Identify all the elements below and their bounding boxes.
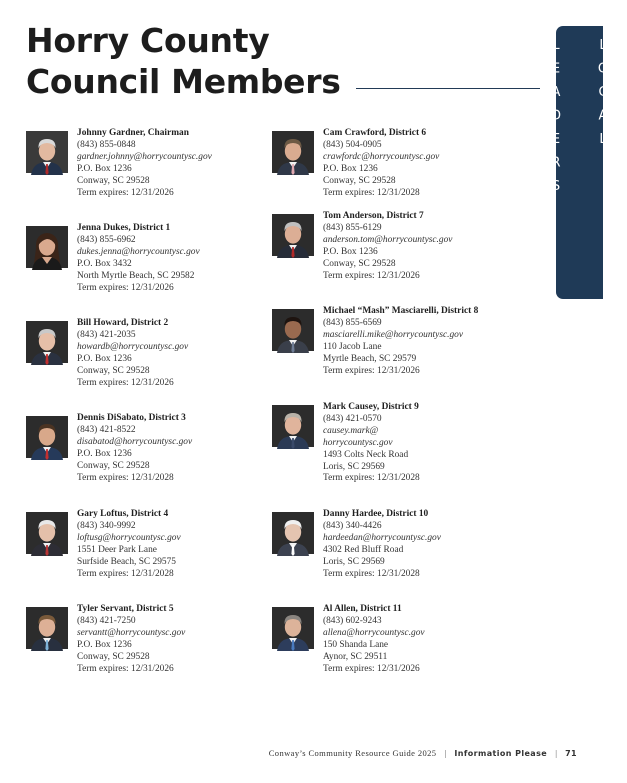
member-detail-line: P.O. Box 1236 [77, 353, 132, 364]
member-detail-line: P.O. Box 1236 [77, 163, 132, 174]
member-detail-line: Term expires: 12/31/2026 [323, 270, 420, 281]
member-detail-line: P.O. Box 3432 [77, 258, 132, 269]
member-info [77, 413, 277, 484]
member-name: Tom Anderson, District 7 [323, 211, 424, 221]
member-phone: (843) 340-4426 [323, 520, 382, 531]
member-name: Dennis DiSabato, District 3 [77, 413, 186, 423]
member-phone: (843) 421-0570 [323, 413, 382, 424]
member-info [77, 509, 277, 580]
page-title-line-2: Council Members [26, 62, 341, 101]
member-photo [272, 405, 314, 447]
person-portrait-icon [272, 131, 314, 173]
member-info [77, 128, 277, 199]
page-title [26, 20, 341, 102]
person-portrait-icon [272, 607, 314, 649]
footer-guide-title: Conway’s Community Resource Guide 2025 [268, 748, 437, 758]
member-detail-line: P.O. Box 1236 [77, 639, 132, 650]
member-detail-line: Conway, SC 29528 [77, 365, 150, 376]
member-name: Gary Loftus, District 4 [77, 509, 169, 519]
member-info [323, 128, 523, 199]
member-detail-line: Conway, SC 29528 [77, 175, 150, 186]
member-name: Michael “Mash” Masciarelli, District 8 [323, 306, 479, 316]
member-info [77, 223, 277, 294]
member-name: Danny Hardee, District 10 [323, 509, 429, 519]
member-photo [26, 131, 68, 173]
member-detail-line: 4302 Red Bluff Road [323, 544, 404, 555]
member-email: allena@horrycountysc.gov [323, 627, 425, 638]
member-email: loftusg@horrycountysc.gov [77, 532, 181, 543]
person-portrait-icon [26, 512, 68, 554]
member-email: masciarelli.mike@horrycountysc.gov [323, 329, 464, 340]
member-info [323, 402, 523, 485]
member-name: Bill Howard, District 2 [77, 318, 169, 328]
member-photo [26, 226, 68, 268]
member-detail-line: P.O. Box 1236 [323, 246, 378, 257]
member-email: howardb@horrycountysc.gov [77, 341, 189, 352]
member-detail-line: 150 Shanda Lane [323, 639, 389, 650]
member-phone: (843) 855-6569 [323, 317, 382, 328]
footer-separator: | [444, 748, 447, 758]
member-detail-line: Loris, SC 29569 [323, 461, 385, 472]
page-footer [0, 748, 577, 758]
footer-separator: | [555, 748, 557, 758]
member-detail-line: 110 Jacob Lane [323, 341, 382, 352]
member-detail-line: Myrtle Beach, SC 29579 [323, 353, 417, 364]
member-phone: (843) 421-2035 [77, 329, 136, 340]
member-photo [272, 309, 314, 351]
member-name: Cam Crawford, District 6 [323, 128, 427, 138]
member-detail-line: P.O. Box 1236 [323, 163, 378, 174]
member-photo [272, 607, 314, 649]
member-name: Al Allen, District 11 [323, 604, 402, 614]
person-portrait-icon [26, 131, 68, 173]
person-portrait-icon [26, 416, 68, 458]
member-photo [272, 131, 314, 173]
member-info [77, 318, 277, 389]
member-info [323, 306, 523, 377]
member-photo [272, 512, 314, 554]
member-detail-line: North Myrtle Beach, SC 29582 [77, 270, 195, 281]
member-phone: (843) 421-7250 [77, 615, 136, 626]
member-detail-line: P.O. Box 1236 [77, 448, 132, 459]
member-info [323, 604, 523, 675]
member-photo [272, 214, 314, 256]
member-phone: (843) 855-6129 [323, 222, 382, 233]
member-phone: (843) 855-6962 [77, 234, 136, 245]
member-name: Tyler Servant, District 5 [77, 604, 174, 614]
member-email: causey.mark@ [323, 425, 379, 436]
member-phone: (843) 504-0905 [323, 139, 382, 150]
member-detail-line: Term expires: 12/31/2026 [77, 663, 174, 674]
side-tab [548, 26, 611, 299]
member-name: Jenna Dukes, District 1 [77, 223, 171, 233]
member-email-continued: horrycountysc.gov [323, 437, 393, 448]
member-phone: (843) 421-8522 [77, 424, 136, 435]
footer-section: Information Please [454, 749, 548, 758]
member-email: anderson.tom@horrycountysc.gov [323, 234, 453, 245]
person-portrait-icon [272, 512, 314, 554]
person-portrait-icon [272, 309, 314, 351]
member-detail-line: Term expires: 12/31/2026 [323, 663, 420, 674]
member-photo [26, 416, 68, 458]
side-tab-label: LOCAL LEADERS [548, 38, 611, 203]
member-detail-line: Conway, SC 29528 [323, 175, 396, 186]
member-email: hardeedan@horrycountysc.gov [323, 532, 441, 543]
member-detail-line: Conway, SC 29528 [77, 460, 150, 471]
member-name: Johnny Gardner, Chairman [77, 128, 189, 138]
member-phone: (843) 855-0848 [77, 139, 136, 150]
member-detail-line: Term expires: 12/31/2028 [323, 187, 420, 198]
member-detail-line: Term expires: 12/31/2026 [77, 377, 174, 388]
member-email: servantt@horrycountysc.gov [77, 627, 186, 638]
member-phone: (843) 340-9992 [77, 520, 136, 531]
member-email: disabatod@horrycountysc.gov [77, 436, 193, 447]
member-detail-line: Term expires: 12/31/2026 [323, 365, 420, 376]
member-detail-line: Conway, SC 29528 [323, 258, 396, 269]
member-detail-line: Aynor, SC 29511 [323, 651, 388, 662]
member-email: dukes.jenna@horrycountysc.gov [77, 246, 200, 257]
member-info [77, 604, 277, 675]
member-detail-line: Term expires: 12/31/2026 [77, 282, 174, 293]
page-title-line-1: Horry County [26, 21, 270, 60]
member-info [323, 509, 523, 580]
member-detail-line: Term expires: 12/31/2028 [323, 473, 420, 484]
title-rule [356, 88, 540, 89]
member-detail-line: Term expires: 12/31/2028 [77, 568, 174, 579]
person-portrait-icon [26, 226, 68, 268]
person-portrait-icon [26, 321, 68, 363]
member-phone: (843) 602-9243 [323, 615, 382, 626]
member-detail-line: 1551 Deer Park Lane [77, 544, 157, 555]
member-detail-line: Term expires: 12/31/2028 [323, 568, 420, 579]
member-name: Mark Causey, District 9 [323, 402, 419, 412]
person-portrait-icon [26, 607, 68, 649]
member-detail-line: Term expires: 12/31/2028 [77, 472, 174, 483]
member-photo [26, 512, 68, 554]
person-portrait-icon [272, 214, 314, 256]
member-info [323, 211, 523, 282]
member-detail-line: Term expires: 12/31/2026 [77, 187, 174, 198]
member-detail-line: Surfside Beach, SC 29575 [77, 556, 176, 567]
person-portrait-icon [272, 405, 314, 447]
member-email: gardner.johnny@horrycountysc.gov [77, 151, 212, 162]
member-detail-line: Conway, SC 29528 [77, 651, 150, 662]
member-email: crawfordc@horrycountysc.gov [323, 151, 440, 162]
member-detail-line: 1493 Colts Neck Road [323, 449, 409, 460]
member-photo [26, 321, 68, 363]
footer-page-number: 71 [565, 749, 577, 758]
member-detail-line: Loris, SC 29569 [323, 556, 385, 567]
member-photo [26, 607, 68, 649]
